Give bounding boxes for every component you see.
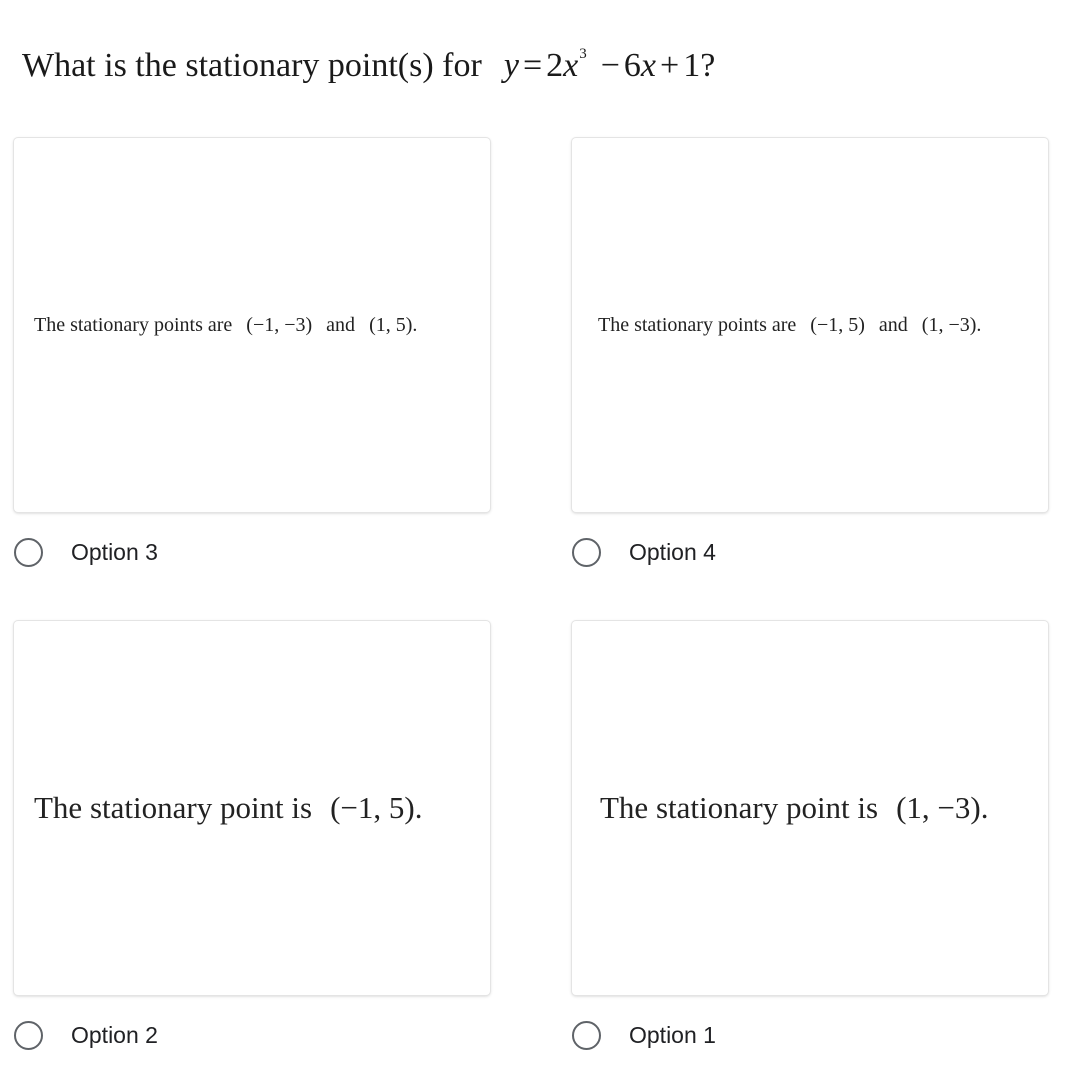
option-card-image[interactable] [14,621,490,995]
radio-unchecked-icon[interactable] [572,538,601,567]
question-equation: $y = 2x^3 - 6x + 1$? [503,46,716,84]
option-label[interactable]: Option 4 [629,538,716,565]
option-label[interactable]: Option 3 [71,538,158,565]
option-card-content: The stationary point is (1, −3). [600,790,989,825]
radio-unchecked-icon[interactable] [14,1021,43,1050]
option-card-image[interactable] [572,138,1048,512]
question-prefix: What is the stationary point(s) for [22,47,482,84]
option-card-image[interactable] [14,138,490,512]
option-card-content: The stationary points are (−1, −3) and (1, 5). [34,313,418,336]
option-card-content: The stationary points are (−1, 5) and (1, −3). [598,313,982,336]
radio-unchecked-icon[interactable] [14,538,43,567]
option-1-choice[interactable] [572,1015,716,1055]
radio-unchecked-icon[interactable] [572,1021,601,1050]
option-label[interactable]: Option 2 [71,1021,158,1048]
option-4-choice[interactable] [572,532,716,572]
option-card-content: The stationary point is (−1, 5). [34,790,423,825]
option-2-choice[interactable] [14,1015,158,1055]
option-label[interactable]: Option 1 [629,1021,716,1048]
option-card-image[interactable] [572,621,1048,995]
option-3-choice[interactable] [14,532,158,572]
question-title [22,28,715,92]
